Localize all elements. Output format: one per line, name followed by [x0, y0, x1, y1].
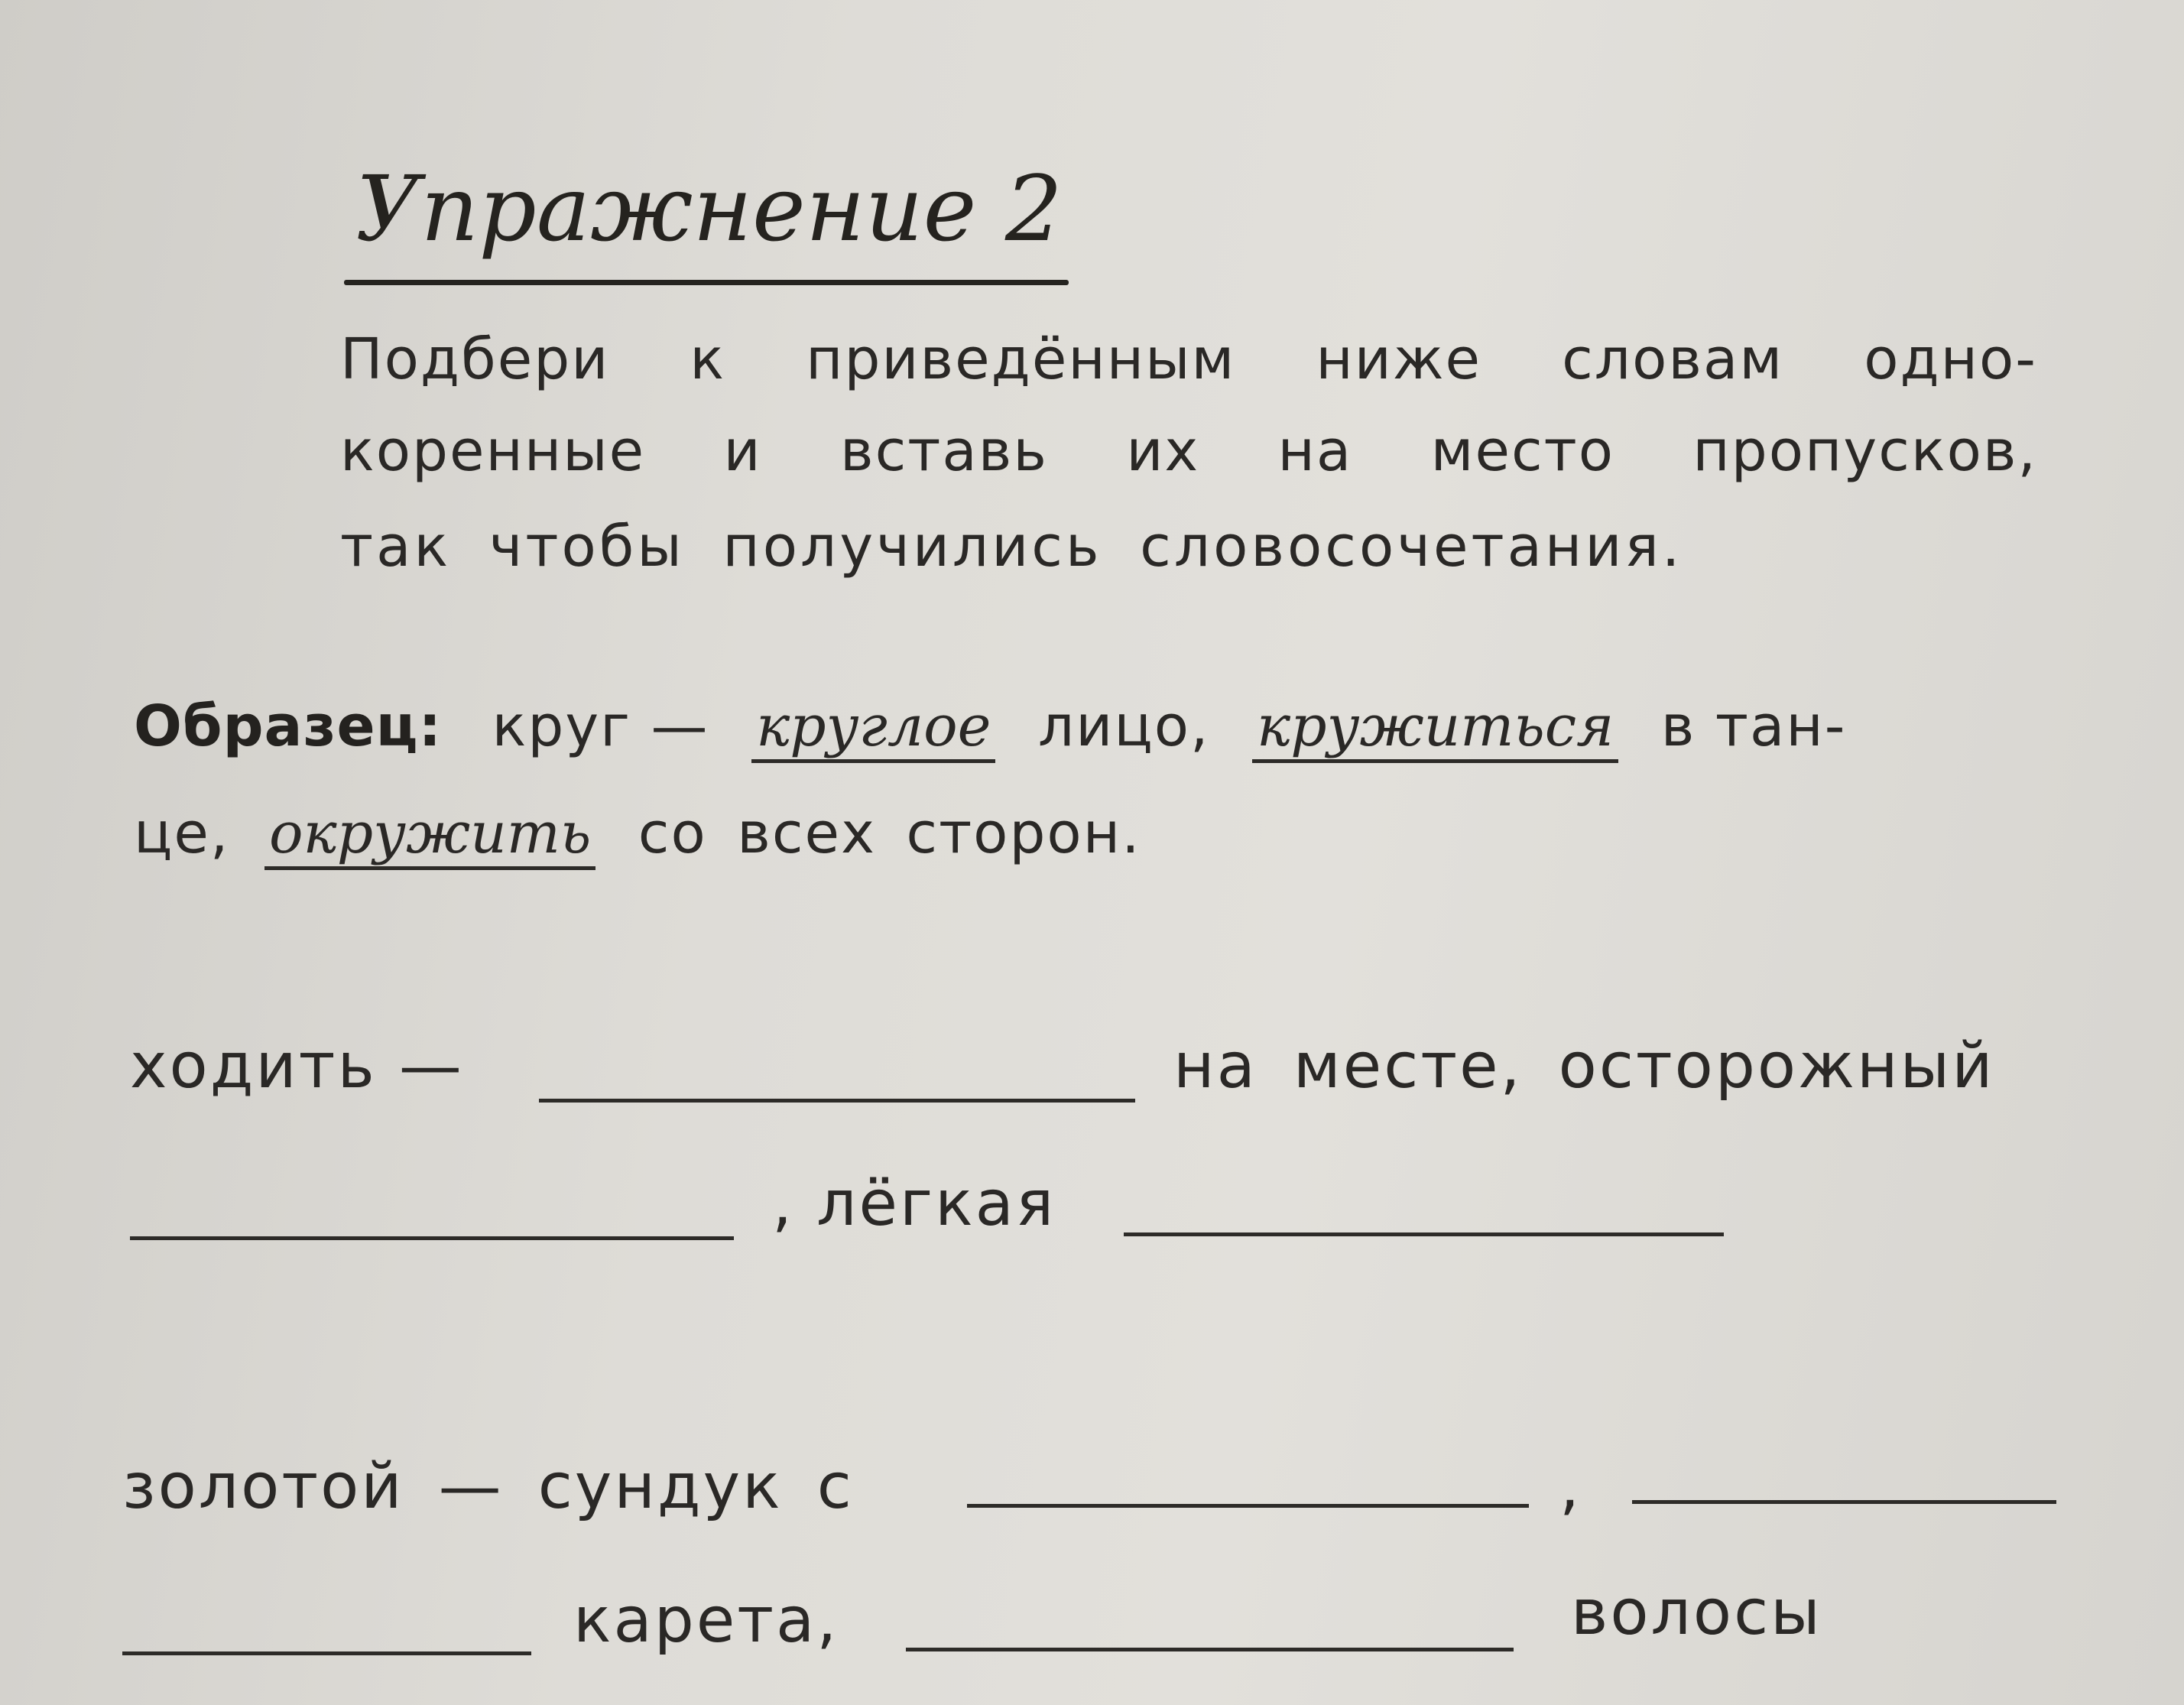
sample-answer: круглое [751, 697, 995, 763]
instruction-word: пропусков, [1692, 418, 2037, 484]
sample-text: це, [134, 801, 230, 866]
answer-blank[interactable] [1124, 1232, 1724, 1236]
exercise-title: Упражнение 2 [355, 156, 1063, 261]
task2-text: карета, [573, 1584, 839, 1657]
sample-text: в тан- [1660, 693, 1847, 759]
sample-answer: окружить [264, 804, 595, 870]
task1-text: , лёгкая [772, 1168, 1056, 1240]
task1-word: ходить — [130, 1030, 464, 1103]
sample-text: круг — [492, 693, 709, 759]
sample-text: лицо, [1037, 693, 1210, 759]
instruction-word: место [1430, 418, 1615, 484]
title-underline [344, 280, 1069, 285]
sample-label: Образец: [134, 693, 443, 759]
instruction-word: ниже [1316, 326, 1482, 392]
instruction-word: приведённым [806, 326, 1236, 392]
answer-blank[interactable] [1632, 1500, 2056, 1504]
task2-word: золотой — сундук с [122, 1450, 854, 1523]
instruction-word: к [690, 326, 726, 392]
sample-line-2 [134, 791, 1141, 875]
instruction-word: вставь [839, 418, 1048, 484]
sample-text: со всех сторон. [638, 801, 1141, 866]
instruction-word: коренные [340, 418, 646, 484]
instruction-word: их [1126, 418, 1200, 484]
answer-blank[interactable] [122, 1651, 531, 1655]
instruction-word: словам [1562, 326, 1784, 392]
sample-answer: кружиться [1252, 697, 1618, 763]
task2-comma: , [1559, 1450, 1582, 1523]
answer-blank[interactable] [967, 1504, 1529, 1508]
instruction-word: и [723, 418, 762, 484]
answer-blank[interactable] [906, 1648, 1514, 1651]
instruction-word: одно- [1864, 326, 2037, 392]
instructions-line-1 [340, 321, 2037, 398]
answer-blank[interactable] [130, 1236, 734, 1240]
answer-blank[interactable] [539, 1099, 1135, 1103]
instructions-line-3: так чтобы получились словосочетания. [340, 514, 1683, 580]
exercise-heading [344, 145, 1070, 291]
task2-text: волосы [1571, 1577, 1822, 1649]
sample-line-1 [134, 684, 1846, 768]
instruction-word: Подбери [340, 326, 610, 392]
instruction-word: на [1277, 418, 1353, 484]
instructions-line-2 [340, 413, 2037, 489]
task1-text: на месте, осторожный [1173, 1030, 1995, 1103]
